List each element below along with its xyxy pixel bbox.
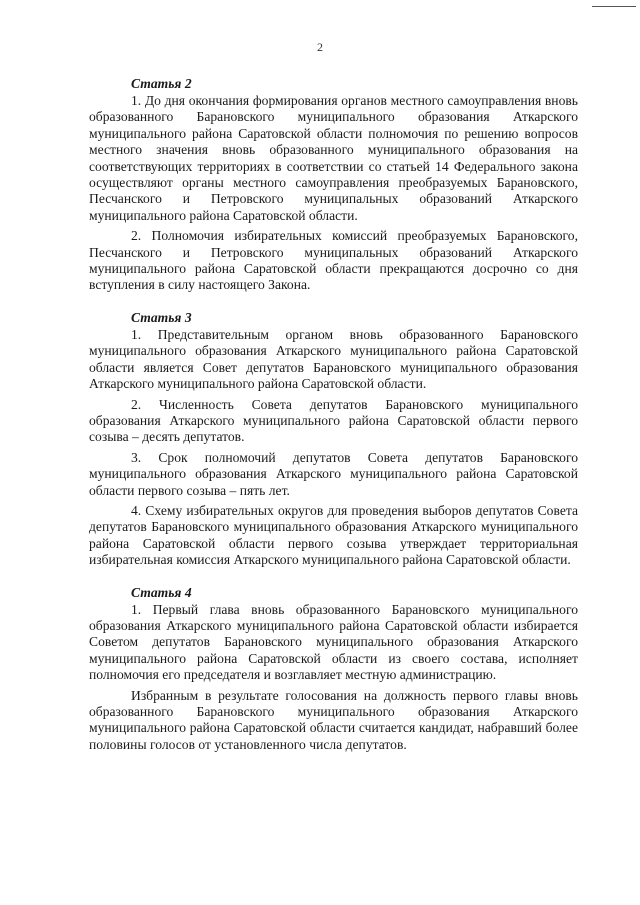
document-body: [89, 76, 578, 753]
corner-rule: [592, 6, 636, 7]
article-title: Статья 4: [131, 584, 192, 600]
article-paragraph: 1. Представительным органом вновь образованного Барановского муниципального образования Аткарского муниципального района Саратовской области является Совет депутатов Барановского муниципального образования Аткарского муниципального района Саратовской области.: [89, 326, 578, 392]
article-paragraph: 4. Схему избирательных округов для проведения выборов депутатов Совета депутатов Барановского муниципального образования Аткарского муниципального района Саратовской области первого созыва утверждает территориальная избирательная комиссия Аткарского муниципального района Саратовской области.: [89, 502, 578, 568]
article-paragraph: Избранным в результате голосования на должность первого главы вновь образованного Барановского муниципального образования Аткарского муниципального района Саратовской области считается кандидат, набравший более половины голосов от установленного числа депутатов.: [89, 687, 578, 752]
article-title: Статья 2: [131, 76, 192, 91]
article-paragraph: 1. Первый глава вновь образованного Барановского муниципального образования Аткарского муниципального района Саратовской области избирается Советом депутатов Барановского муниципального образования Аткарского муниципального района Саратовской области из своего состава, исполняет полномочия его председателя и возглавляет местную администрацию.: [89, 601, 578, 683]
article-title: Статья 3: [131, 309, 192, 325]
article-paragraph: 1. До дня окончания формирования органов местного самоуправления вновь образованного Барановского муниципального образования Аткарского муниципального района Саратовской области полномочия по решению вопросов местного значения вновь образованного муниципального образования на соответствующих территориях в соответствии со статьей 14 Федерального закона осуществляют органы местного самоуправления преобразуемых Барановского, Песчанского и Петровского муниципальных образований Аткарского муниципального района Саратовской области.: [89, 93, 578, 223]
article-paragraph: 2. Полномочия избирательных комиссий преобразуемых Барановского, Песчанского и Петровского муниципальных образований Аткарского муниципального района Саратовской области прекращаются досрочно со дня вступления в силу настоящего Закона.: [89, 228, 578, 293]
article-paragraph: 3. Срок полномочий депутатов Совета депутатов Барановского муниципального образования Аткарского муниципального района Саратовской области первого созыва – пять лет.: [89, 449, 578, 498]
page-number: 2: [317, 40, 323, 54]
article-paragraph: 2. Численность Совета депутатов Барановского муниципального образования Аткарского муниципального района Саратовской области первого созыва – десять депутатов.: [89, 396, 578, 445]
